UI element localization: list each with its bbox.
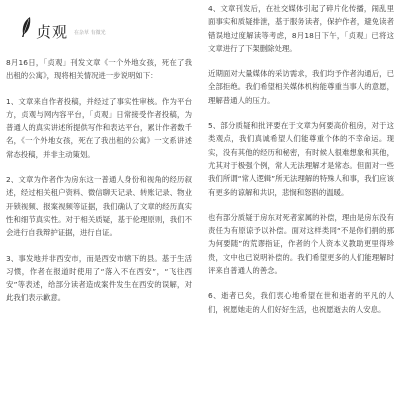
paragraph-5: 近期面对大量媒体的采访需求，我们均予作者沟通后，已全部拒绝。我们希望相关媒体机构能尊重当事人的意愿，理解普通人的压力。	[208, 69, 394, 105]
left-column	[6, 0, 192, 400]
right-column	[208, 0, 394, 400]
brand-name: 贞观	[36, 23, 69, 41]
paragraph-6: 5、部分质疑和批评要在于文章为何要高价租房，对于这类观点，我们真诚希望人们能尊重个体的不幸命运。现实，没有其他的经历和秘密，有时候人很难想象和其他，尤其对于极强个例，常人无法理解才是常态。但面对一些我们所谓“常人逻辑”所无法理解的特殊人和事，我们应该有更多的谅解和共识，悲悯和怒斟的温暖。	[208, 121, 394, 197]
intro-paragraph: 8月16日，「贞观」刊发文章《一个外地女孩，死在了我出租的公寓》，现将相关情况进一步说明如下：	[6, 58, 192, 81]
paragraph-7: 也有部分质疑于房东对死者家属的补偿，理由是房东没有责任为有原谅予以补偿。面对这样类同“不是你们捐的那为何要随”的荒谬指证，作者的个人资本义教助更里得珍贵，文中也已说明补偿的。我们希望更多的人们能理解时评来自普通人的善念。	[208, 212, 394, 276]
paragraph-1: 1、文章来自作者投稿，并经过了事实性审核。作为平台方，贞观与网内容平台，「贞观」日常接受作者投稿，为普通人的真实讲述所提供写作和表达平台，累计作者数千名，《一个外地女孩，死在了我出租的公寓》一文系讲述常态投稿，并非主动策划。	[6, 96, 192, 159]
brand-header	[6, 0, 192, 42]
paragraph-8: 6、逝者已矣，我们衷心地希望在世和逝者的平凡的人们，祝愿她走的人们好好生活，也祝愿逝去的人安息。	[208, 291, 394, 314]
paragraph-2: 2、文章为作者作为房东这一普通人身份和视角的经历叙述，经过相关租户资料、微信聊天记录、转账记录、物业开锁视频、报案视频等证据，我们确认了文章的经历真实性和细节真实性。对于相关质疑，基于伦理原则，我们不会进行自我辩护证据，进行自证。	[6, 175, 192, 238]
feather-logo-icon	[20, 16, 32, 38]
paragraph-3: 3、事发地并非西安市，而是西安市辖下的县。基于生活习惯，作者在报道时使用了“落入不在西安”，“飞往西安”等表述，给部分读者造成案件发生在西安的误解，对此我们表示歉意。	[6, 253, 192, 303]
brand-subtitle: 在杂草 有微光	[74, 30, 106, 36]
paragraph-4: 4、文章刊发后，在社交媒体引起了碎片化传播，闹乱里面事实和质疑排泄，基于服务读者，保护作者，避免读者错误地过度解读等考虑，8月18日下午，「贞观」已将这文章进行了下架删除处理。	[208, 4, 394, 53]
